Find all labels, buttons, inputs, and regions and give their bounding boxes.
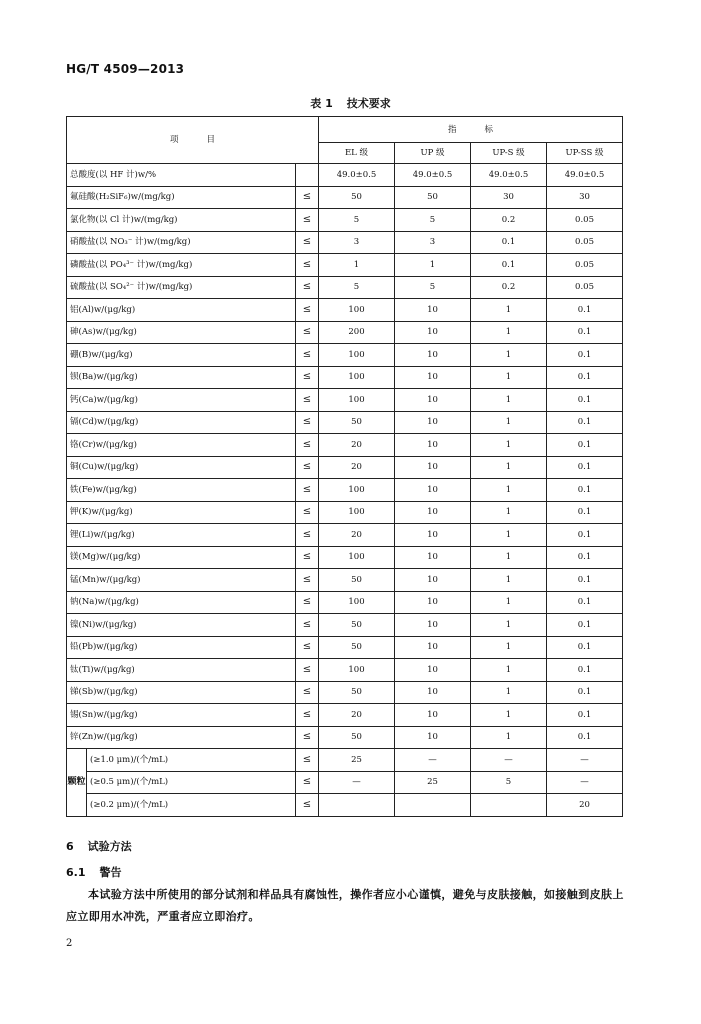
row-item-name: 总酸度(以 HF 计)w/% <box>67 164 296 187</box>
standard-code: HG/T 4509—2013 <box>66 62 185 76</box>
row-value-cell: 0.1 <box>547 524 623 547</box>
row-item-name: 氟硅酸(H₂SiF₆)w/(mg/kg) <box>67 186 296 209</box>
table-row <box>67 726 623 749</box>
row-value-cell: 0.2 <box>471 276 547 299</box>
row-item-name: 镁(Mg)w/(μg/kg) <box>67 546 296 569</box>
particle-value-cell: — <box>395 749 471 772</box>
row-item-name: 铅(Pb)w/(μg/kg) <box>67 636 296 659</box>
row-value-cell: 1 <box>471 434 547 457</box>
row-value-cell: 10 <box>395 591 471 614</box>
section-6-title: 试验方法 <box>87 840 132 853</box>
table-row <box>67 276 623 299</box>
row-item-name: 硼(B)w/(μg/kg) <box>67 344 296 367</box>
section-6-number: 6 <box>66 840 74 853</box>
row-value-cell: 10 <box>395 434 471 457</box>
table-row <box>67 321 623 344</box>
table-row <box>67 389 623 412</box>
table-row <box>67 231 623 254</box>
row-value-cell: 1 <box>395 254 471 277</box>
row-item-name: 氯化物(以 Cl 计)w/(mg/kg) <box>67 209 296 232</box>
table-row <box>67 479 623 502</box>
table-row <box>67 254 623 277</box>
row-value-cell: 5 <box>319 209 395 232</box>
row-value-cell: 0.1 <box>547 456 623 479</box>
particle-label: 颗粒 <box>67 749 87 817</box>
row-value-cell: 50 <box>319 681 395 704</box>
row-value-cell: 0.1 <box>547 411 623 434</box>
row-value-cell: 10 <box>395 659 471 682</box>
table-row <box>67 456 623 479</box>
row-value-cell: 5 <box>395 209 471 232</box>
row-value-cell: 0.05 <box>547 254 623 277</box>
row-value-cell: 1 <box>471 479 547 502</box>
table-row <box>67 411 623 434</box>
row-item-name: 铝(Al)w/(μg/kg) <box>67 299 296 322</box>
particle-size-name: (≥0.5 μm)/(个/mL) <box>87 771 296 794</box>
table-row <box>67 636 623 659</box>
row-value-cell: 10 <box>395 344 471 367</box>
row-comparator: ≤ <box>296 636 319 659</box>
row-item-name: 铬(Cr)w/(μg/kg) <box>67 434 296 457</box>
particle-value-cell: — <box>547 771 623 794</box>
row-item-name: 砷(As)w/(μg/kg) <box>67 321 296 344</box>
row-value-cell: 10 <box>395 389 471 412</box>
row-value-cell: 50 <box>319 636 395 659</box>
row-value-cell: 1 <box>471 456 547 479</box>
particle-value-cell <box>395 794 471 817</box>
table-title <box>0 95 701 111</box>
row-value-cell: 10 <box>395 569 471 592</box>
table-row <box>67 591 623 614</box>
row-value-cell: 0.1 <box>547 366 623 389</box>
warning-paragraph: 本试验方法中所使用的部分试剂和样品具有腐蚀性，操作者应小心谨慎，避免与皮肤接触，如接触到皮肤上应立即用水冲洗，严重者应立即治疗。 <box>66 888 624 923</box>
row-item-name: 钠(Na)w/(μg/kg) <box>67 591 296 614</box>
row-value-cell: 10 <box>395 321 471 344</box>
row-item-name: 铜(Cu)w/(μg/kg) <box>67 456 296 479</box>
row-value-cell: 100 <box>319 479 395 502</box>
row-comparator: ≤ <box>296 456 319 479</box>
row-value-cell: 0.1 <box>547 681 623 704</box>
table-row <box>67 614 623 637</box>
header-spec-char-2: 标 <box>484 124 494 135</box>
row-value-cell: 1 <box>471 344 547 367</box>
row-comparator: ≤ <box>296 276 319 299</box>
row-item-name: 锰(Mn)w/(μg/kg) <box>67 569 296 592</box>
row-value-cell: 0.1 <box>547 501 623 524</box>
section-6-1-heading <box>66 864 122 880</box>
row-value-cell: 0.1 <box>547 659 623 682</box>
table-row <box>67 186 623 209</box>
row-value-cell: 0.1 <box>547 434 623 457</box>
particle-value-cell: — <box>319 771 395 794</box>
row-item-name: 镉(Cd)w/(μg/kg) <box>67 411 296 434</box>
particle-value-cell: — <box>547 749 623 772</box>
table-row <box>67 569 623 592</box>
row-value-cell: 10 <box>395 636 471 659</box>
grade-header-up-ss: UP-SS 级 <box>547 143 623 164</box>
particle-value-cell <box>471 794 547 817</box>
row-comparator: ≤ <box>296 704 319 727</box>
row-item-name: 钙(Ca)w/(μg/kg) <box>67 389 296 412</box>
row-value-cell: 0.1 <box>547 569 623 592</box>
table-row <box>67 299 623 322</box>
table-title-prefix: 表 1 <box>310 97 333 110</box>
row-value-cell: 100 <box>319 501 395 524</box>
header-item-cell <box>67 117 319 164</box>
row-value-cell: 10 <box>395 411 471 434</box>
row-value-cell: 3 <box>395 231 471 254</box>
row-comparator: ≤ <box>296 299 319 322</box>
row-item-name: 钾(K)w/(μg/kg) <box>67 501 296 524</box>
row-value-cell: 0.1 <box>547 636 623 659</box>
row-item-name: 铁(Fe)w/(μg/kg) <box>67 479 296 502</box>
grade-header-up-s: UP-S 级 <box>471 143 547 164</box>
row-value-cell: 50 <box>319 569 395 592</box>
row-value-cell: 1 <box>471 681 547 704</box>
row-value-cell: 0.1 <box>547 726 623 749</box>
header-spec-cell <box>319 117 623 143</box>
row-value-cell: 1 <box>471 636 547 659</box>
row-comparator: ≤ <box>296 186 319 209</box>
row-value-cell: 10 <box>395 299 471 322</box>
particle-size-name: (≥0.2 μm)/(个/mL) <box>87 794 296 817</box>
row-value-cell: 10 <box>395 524 471 547</box>
table-row <box>67 681 623 704</box>
row-value-cell: 1 <box>319 254 395 277</box>
row-value-cell: 10 <box>395 614 471 637</box>
particle-row <box>67 771 623 794</box>
row-value-cell: 5 <box>319 276 395 299</box>
row-value-cell: 200 <box>319 321 395 344</box>
row-value-cell: 50 <box>319 726 395 749</box>
particle-value-cell: — <box>471 749 547 772</box>
header-item-char-2: 目 <box>206 135 216 145</box>
row-value-cell: 20 <box>319 434 395 457</box>
row-value-cell: 100 <box>319 389 395 412</box>
row-value-cell: 5 <box>395 276 471 299</box>
row-comparator: ≤ <box>296 209 319 232</box>
technical-requirements-table <box>66 116 623 817</box>
row-comparator <box>296 164 319 187</box>
row-value-cell: 0.1 <box>547 591 623 614</box>
section-6-1-title: 警告 <box>99 866 122 879</box>
row-value-cell: 0.1 <box>547 546 623 569</box>
row-value-cell: 1 <box>471 501 547 524</box>
row-value-cell: 10 <box>395 366 471 389</box>
row-value-cell: 10 <box>395 704 471 727</box>
row-value-cell: 1 <box>471 321 547 344</box>
row-comparator: ≤ <box>296 749 319 772</box>
table-row <box>67 546 623 569</box>
row-comparator: ≤ <box>296 524 319 547</box>
table-row <box>67 524 623 547</box>
row-comparator: ≤ <box>296 569 319 592</box>
row-value-cell: 0.1 <box>471 254 547 277</box>
row-value-cell: 100 <box>319 659 395 682</box>
row-item-name: 磷酸盐(以 PO₄³⁻ 计)w/(mg/kg) <box>67 254 296 277</box>
row-value-cell: 49.0±0.5 <box>471 164 547 187</box>
row-item-name: 锡(Sn)w/(μg/kg) <box>67 704 296 727</box>
row-value-cell: 0.1 <box>547 321 623 344</box>
row-item-name: 钡(Ba)w/(μg/kg) <box>67 366 296 389</box>
row-value-cell: 1 <box>471 411 547 434</box>
row-comparator: ≤ <box>296 344 319 367</box>
particle-size-name: (≥1.0 μm)/(个/mL) <box>87 749 296 772</box>
table-title-text: 技术要求 <box>346 97 391 110</box>
row-comparator: ≤ <box>296 366 319 389</box>
row-value-cell: 100 <box>319 299 395 322</box>
particle-value-cell: 20 <box>547 794 623 817</box>
row-value-cell: 10 <box>395 456 471 479</box>
row-comparator: ≤ <box>296 771 319 794</box>
row-value-cell: 0.05 <box>547 276 623 299</box>
row-item-name: 钛(Ti)w/(μg/kg) <box>67 659 296 682</box>
row-item-name: 硫酸盐(以 SO₄²⁻ 计)w/(mg/kg) <box>67 276 296 299</box>
row-value-cell: 1 <box>471 366 547 389</box>
table-row <box>67 164 623 187</box>
row-value-cell: 49.0±0.5 <box>395 164 471 187</box>
row-value-cell: 1 <box>471 546 547 569</box>
header-row-1 <box>67 117 623 143</box>
row-comparator: ≤ <box>296 794 319 817</box>
row-value-cell: 3 <box>319 231 395 254</box>
row-comparator: ≤ <box>296 434 319 457</box>
row-value-cell: 1 <box>471 299 547 322</box>
row-value-cell: 0.1 <box>547 614 623 637</box>
particle-row <box>67 794 623 817</box>
table-row <box>67 704 623 727</box>
row-value-cell: 1 <box>471 614 547 637</box>
row-value-cell: 0.1 <box>471 231 547 254</box>
row-comparator: ≤ <box>296 389 319 412</box>
table-row <box>67 501 623 524</box>
row-value-cell: 0.2 <box>471 209 547 232</box>
row-value-cell: 1 <box>471 704 547 727</box>
row-item-name: 锑(Sb)w/(μg/kg) <box>67 681 296 704</box>
particle-value-cell <box>319 794 395 817</box>
particle-value-cell: 5 <box>471 771 547 794</box>
row-comparator: ≤ <box>296 681 319 704</box>
row-value-cell: 50 <box>395 186 471 209</box>
row-item-name: 硝酸盐(以 NO₃⁻ 计)w/(mg/kg) <box>67 231 296 254</box>
row-value-cell: 1 <box>471 524 547 547</box>
row-value-cell: 100 <box>319 546 395 569</box>
row-value-cell: 0.1 <box>547 299 623 322</box>
table-row <box>67 209 623 232</box>
row-value-cell: 1 <box>471 569 547 592</box>
row-comparator: ≤ <box>296 254 319 277</box>
row-value-cell: 0.05 <box>547 231 623 254</box>
row-comparator: ≤ <box>296 614 319 637</box>
row-value-cell: 50 <box>319 186 395 209</box>
row-comparator: ≤ <box>296 231 319 254</box>
row-value-cell: 100 <box>319 591 395 614</box>
section-6-heading <box>66 838 132 854</box>
page-number: 2 <box>66 938 73 949</box>
row-value-cell: 0.1 <box>547 344 623 367</box>
row-value-cell: 1 <box>471 591 547 614</box>
row-comparator: ≤ <box>296 501 319 524</box>
row-item-name: 锌(Zn)w/(μg/kg) <box>67 726 296 749</box>
table-row <box>67 434 623 457</box>
row-value-cell: 1 <box>471 389 547 412</box>
row-value-cell: 10 <box>395 501 471 524</box>
grade-header-up: UP 级 <box>395 143 471 164</box>
row-comparator: ≤ <box>296 591 319 614</box>
row-value-cell: 10 <box>395 681 471 704</box>
row-comparator: ≤ <box>296 726 319 749</box>
row-value-cell: 100 <box>319 366 395 389</box>
table-row <box>67 366 623 389</box>
row-value-cell: 0.05 <box>547 209 623 232</box>
row-value-cell: 10 <box>395 479 471 502</box>
grade-header-el: EL 级 <box>319 143 395 164</box>
row-comparator: ≤ <box>296 411 319 434</box>
row-comparator: ≤ <box>296 546 319 569</box>
row-comparator: ≤ <box>296 659 319 682</box>
row-value-cell: 49.0±0.5 <box>319 164 395 187</box>
particle-value-cell: 25 <box>319 749 395 772</box>
row-value-cell: 1 <box>471 726 547 749</box>
section-6-1-number: 6.1 <box>66 866 86 879</box>
particle-row <box>67 749 623 772</box>
row-value-cell: 50 <box>319 614 395 637</box>
row-value-cell: 0.1 <box>547 479 623 502</box>
row-comparator: ≤ <box>296 479 319 502</box>
row-value-cell: 100 <box>319 344 395 367</box>
row-comparator: ≤ <box>296 321 319 344</box>
row-value-cell: 30 <box>471 186 547 209</box>
row-value-cell: 0.1 <box>547 704 623 727</box>
row-value-cell: 20 <box>319 456 395 479</box>
row-value-cell: 50 <box>319 411 395 434</box>
row-value-cell: 20 <box>319 524 395 547</box>
row-value-cell: 1 <box>471 659 547 682</box>
row-value-cell: 0.1 <box>547 389 623 412</box>
table-row <box>67 344 623 367</box>
particle-value-cell: 25 <box>395 771 471 794</box>
header-spec-char-1: 指 <box>448 124 457 135</box>
row-item-name: 锂(Li)w/(μg/kg) <box>67 524 296 547</box>
row-value-cell: 10 <box>395 726 471 749</box>
row-value-cell: 10 <box>395 546 471 569</box>
row-value-cell: 20 <box>319 704 395 727</box>
table-row <box>67 659 623 682</box>
row-item-name: 镍(Ni)w/(μg/kg) <box>67 614 296 637</box>
header-item-char-1: 项 <box>169 135 179 145</box>
row-value-cell: 30 <box>547 186 623 209</box>
row-value-cell: 49.0±0.5 <box>547 164 623 187</box>
